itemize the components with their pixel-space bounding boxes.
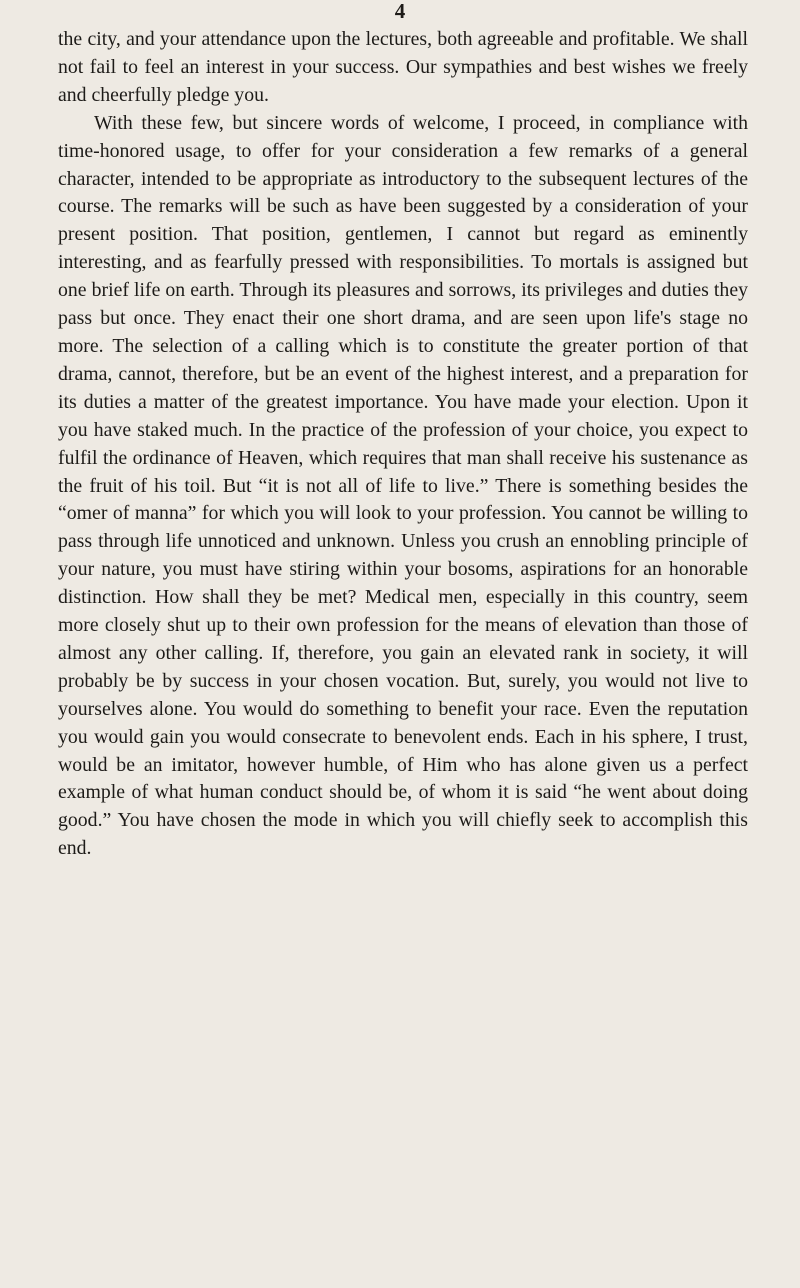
- paragraph-continued: the city, and your attendance upon the lectures, both agreeable and profitable. We shall not fail to feel an interest in your success. Our sympathies and best wishes we freely and cheerfully pledge you.: [58, 28, 748, 106]
- page-number: 4: [394, 0, 406, 23]
- paragraph-welcome-remarks: With these few, but sincere words of welcome, I proceed, in compliance with time-honored usage, to offer for your consideration a few remarks of a general character, intended to be appropriate as introductory to the subsequent lectures of the course. The remarks will be such as have been suggested by a consideration of your present position. That position, gentlemen, I cannot but regard as eminently interesting, and as fearfully pressed with responsibilities. To mortals is assigned but one brief life on earth. Through its pleasures and sorrows, its privileges and duties they pass but once. They enact their one short drama, and are seen upon life's stage no more. The selection of a calling which is to constitute the greater portion of that drama, cannot, therefore, but be an event of the highest interest, and a preparation for its duties a matter of the greatest importance. You have made your election. Upon it you have staked much. In the practice of the profession of your choice, you expect to fulfil the ordinance of Heaven, which requires that man shall receive his sustenance as the fruit of his toil. But “it is not all of life to live.” There is something besides the “omer of manna” for which you will look to your profession. You cannot be willing to pass through life unnoticed and unknown. Unless you crush an ennobling principle of your nature, you must have stiring within your bosoms, aspirations for an honorable distinction. How shall they be met? Medical men, especially in this country, seem more closely shut up to their own profession for the means of elevation than those of almost any other calling. If, therefore, you gain an elevated rank in society, it will probably be by success in your chosen vocation. But, surely, you would not live to yourselves alone. You would do something to benefit your race. Even the reputation you would gain you would consecrate to benevolent ends. Each in his sphere, I trust, would be an imitator, however humble, of Him who has alone given us a perfect example of what human conduct should be, of whom it is said “he went about doing good.” You have chosen the mode in which you will chiefly seek to accomplish this end.: [58, 111, 748, 860]
- body-text: [58, 26, 748, 863]
